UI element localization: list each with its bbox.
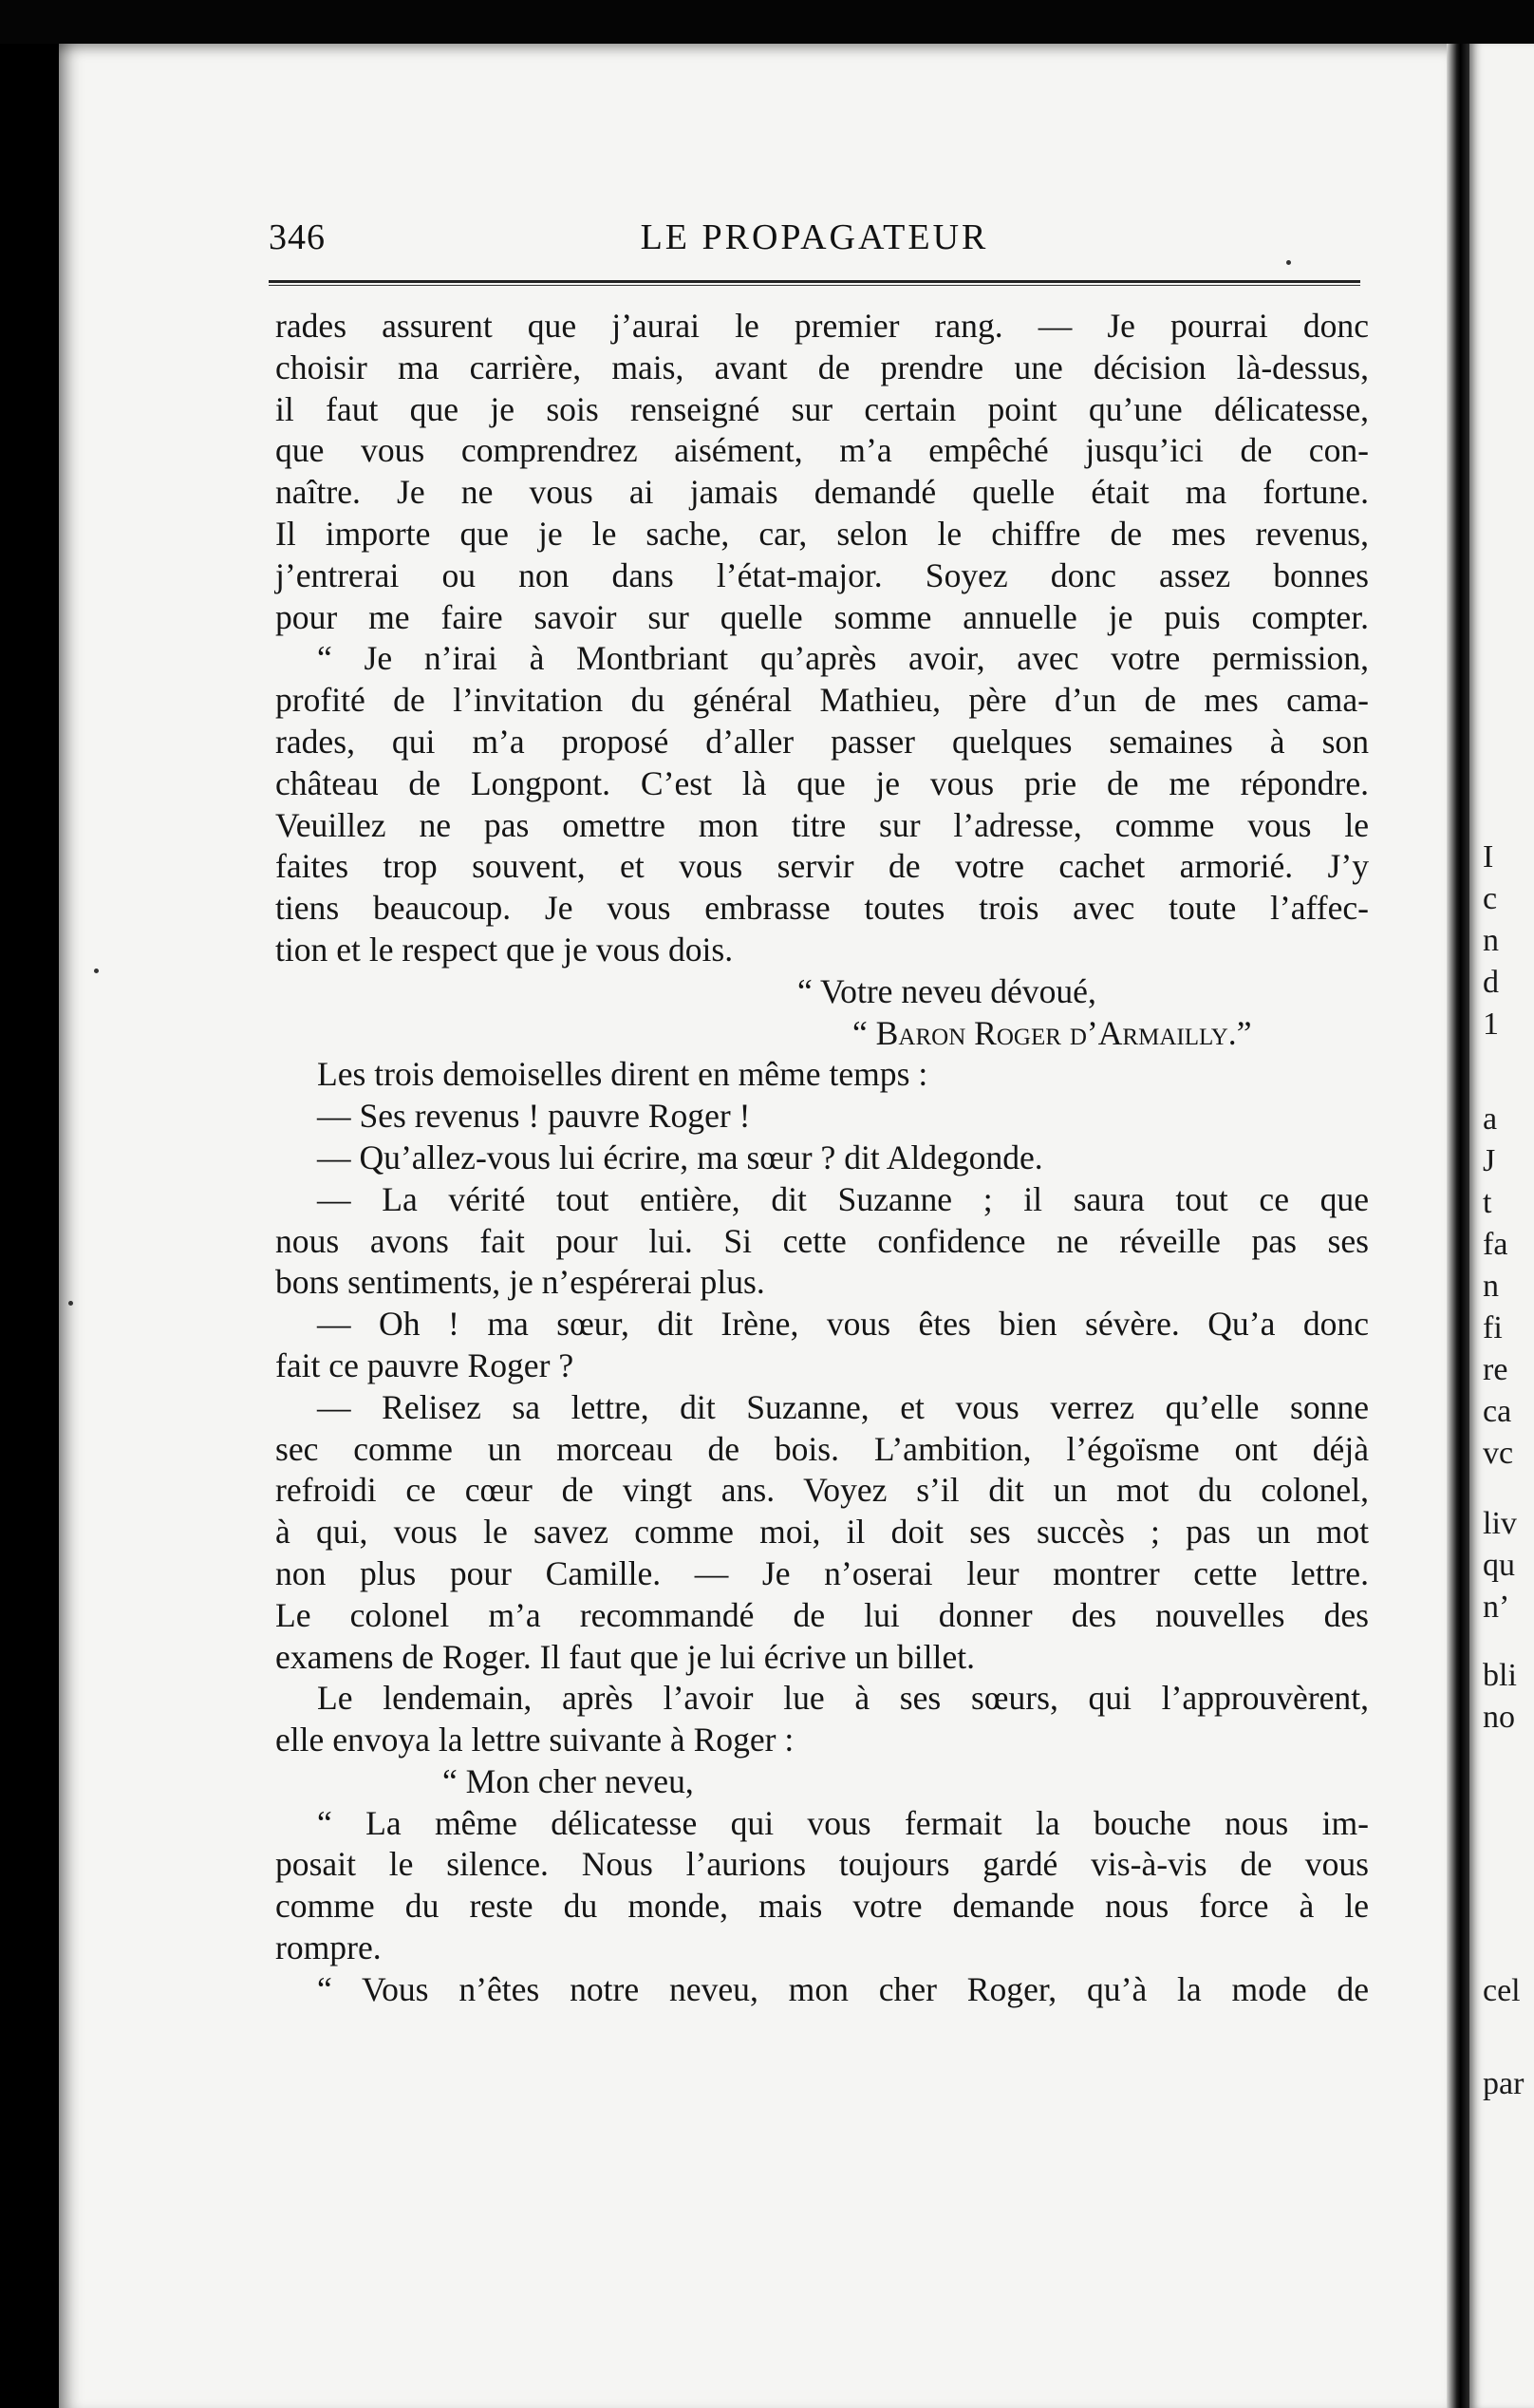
text-line: choisir ma carrière, mais, avant de prendre une décision là-dessus, xyxy=(275,348,1369,386)
text-line: fait ce pauvre Roger ? xyxy=(275,1345,574,1384)
text-line: Les trois demoiselles dirent en même temps : xyxy=(317,1055,928,1094)
letter-salutation: “ Mon cher neveu, xyxy=(442,1761,694,1800)
text-line: elle envoya la lettre suivante à Roger : xyxy=(275,1721,795,1759)
adjacent-text-fragment: ca xyxy=(1483,1394,1512,1429)
adjacent-text-fragment: qu xyxy=(1483,1548,1515,1583)
page-header xyxy=(269,216,1360,273)
text-line: Il importe que je le sache, car, selon le chiffre de mes revenus, xyxy=(275,514,1369,553)
text-line: pour me faire savoir sur quelle somme annuelle je puis compter. xyxy=(275,597,1369,636)
text-line: — Ses revenus ! pauvre Roger ! xyxy=(317,1097,751,1136)
text-line: rades, qui m’a proposé d’aller passer quelques semaines à son xyxy=(275,722,1369,761)
text-line: sec comme un morceau de bois. L’ambition, l’égoïsme ont déjà xyxy=(275,1429,1369,1468)
text-line: — Qu’allez-vous lui écrire, ma sœur ? dit Aldegonde. xyxy=(317,1138,1043,1176)
adjacent-text-fragment: liv xyxy=(1483,1506,1517,1541)
text-line: rompre. xyxy=(275,1928,382,1967)
text-line: tiens beaucoup. Je vous embrasse toutes trois avec toute l’affec- xyxy=(275,889,1369,928)
text-line: j’entrerai ou non dans l’état-major. Soyez donc assez bonnes xyxy=(275,555,1369,594)
adjacent-text-fragment: cel xyxy=(1483,1973,1521,2008)
text-line: examens de Roger. Il faut que je lui écrive un billet. xyxy=(275,1637,976,1676)
letter-signature: “ Baron Roger d’Armailly.” xyxy=(852,1013,1252,1052)
adjacent-text-fragment: a xyxy=(1483,1101,1498,1137)
adjacent-text-fragment: fa xyxy=(1483,1227,1508,1262)
adjacent-text-fragment: par xyxy=(1483,2066,1525,2101)
text-line: il faut que je sois renseigné sur certain point qu’une délicatesse, xyxy=(275,389,1369,428)
text-line: tion et le respect que je vous dois. xyxy=(275,930,734,969)
text-line: nous avons fait pour lui. Si cette confidence ne réveille pas ses xyxy=(275,1221,1369,1260)
text-line: refroidi ce cœur de vingt ans. Voyez s’il dit un mot du colonel, xyxy=(275,1471,1369,1510)
scan-speck xyxy=(68,1301,73,1306)
text-line: — Oh ! ma sœur, dit Irène, vous êtes bien sévère. Qu’a donc xyxy=(317,1305,1369,1344)
text-line: non plus pour Camille. — Je n’oserai leur montrer cette lettre. xyxy=(275,1553,1369,1592)
text-line: “ La même délicatesse qui vous fermait la bouche nous im- xyxy=(317,1803,1369,1842)
text-line: Veuillez ne pas omettre mon titre sur l’adresse, comme vous le xyxy=(275,805,1369,844)
adjacent-text-fragment: no xyxy=(1483,1700,1515,1735)
text-line: profité de l’invitation du général Mathieu, père d’un de mes cama- xyxy=(275,681,1369,720)
adjacent-text-fragment: d xyxy=(1483,965,1499,1000)
adjacent-text-fragment: re xyxy=(1483,1352,1508,1387)
adjacent-text-fragment: J xyxy=(1483,1143,1496,1178)
adjacent-text-fragment: bli xyxy=(1483,1658,1517,1693)
scan-speck xyxy=(1286,260,1291,265)
text-line: naître. Je ne vous ai jamais demandé quelle était ma fortune. xyxy=(275,473,1369,512)
book-gutter xyxy=(1447,44,1469,2408)
scan-speck xyxy=(94,969,99,973)
adjacent-text-fragment: I xyxy=(1483,839,1494,875)
adjacent-text-fragment: n xyxy=(1483,1269,1499,1304)
adjacent-text-fragment: vc xyxy=(1483,1436,1514,1471)
text-line: à qui, vous le savez comme moi, il doit ses succès ; pas un mot xyxy=(275,1513,1369,1552)
text-line: comme du reste du monde, mais votre demande nous force à le xyxy=(275,1887,1369,1926)
header-rule-thin xyxy=(269,285,1360,286)
text-line: “ Vous n’êtes notre neveu, mon cher Roger, qu’à la mode de xyxy=(317,1969,1369,2008)
text-line: “ Je n’irai à Montbriant qu’après avoir, avec votre permission, xyxy=(317,639,1369,678)
text-line: posait le silence. Nous l’aurions toujours gardé vis-à-vis de vous xyxy=(275,1845,1369,1884)
adjacent-text-fragment: t xyxy=(1483,1185,1492,1220)
adjacent-text-fragment: n xyxy=(1483,923,1499,958)
adjacent-text-fragment: 1 xyxy=(1483,1006,1499,1042)
adjacent-text-fragment: c xyxy=(1483,881,1498,916)
adjacent-page xyxy=(1469,44,1534,2408)
text-line: Le lendemain, après l’avoir lue à ses sœurs, qui l’approuvèrent, xyxy=(317,1679,1369,1718)
header-rule xyxy=(269,280,1360,283)
letter-closing: “ Votre neveu dévoué, xyxy=(797,971,1096,1010)
text-line: château de Longpont. C’est là que je vous prie de me répondre. xyxy=(275,763,1369,802)
adjacent-text-fragment: fi xyxy=(1483,1310,1503,1345)
adjacent-text-fragment: n’ xyxy=(1483,1590,1510,1625)
text-line: Le colonel m’a recommandé de lui donner des nouvelles des xyxy=(275,1595,1369,1634)
page-number: 346 xyxy=(269,217,326,257)
body-text xyxy=(275,306,1369,2011)
text-line: rades assurent que j’aurai le premier rang. — Je pourrai donc xyxy=(275,307,1369,345)
scan-border-top xyxy=(0,0,1534,44)
text-line: que vous comprendrez aisément, m’a empêché jusqu’ici de con- xyxy=(275,431,1369,470)
text-line: — La vérité tout entière, dit Suzanne ; il saura tout ce que xyxy=(317,1179,1369,1218)
running-title: LE PROPAGATEUR xyxy=(640,217,989,257)
text-line: faites trop souvent, et vous servir de votre cachet armorié. J’y xyxy=(275,847,1369,886)
text-line: bons sentiments, je n’espérerai plus. xyxy=(275,1263,765,1302)
text-line: — Relisez sa lettre, dit Suzanne, et vous verrez qu’elle sonne xyxy=(317,1387,1369,1426)
